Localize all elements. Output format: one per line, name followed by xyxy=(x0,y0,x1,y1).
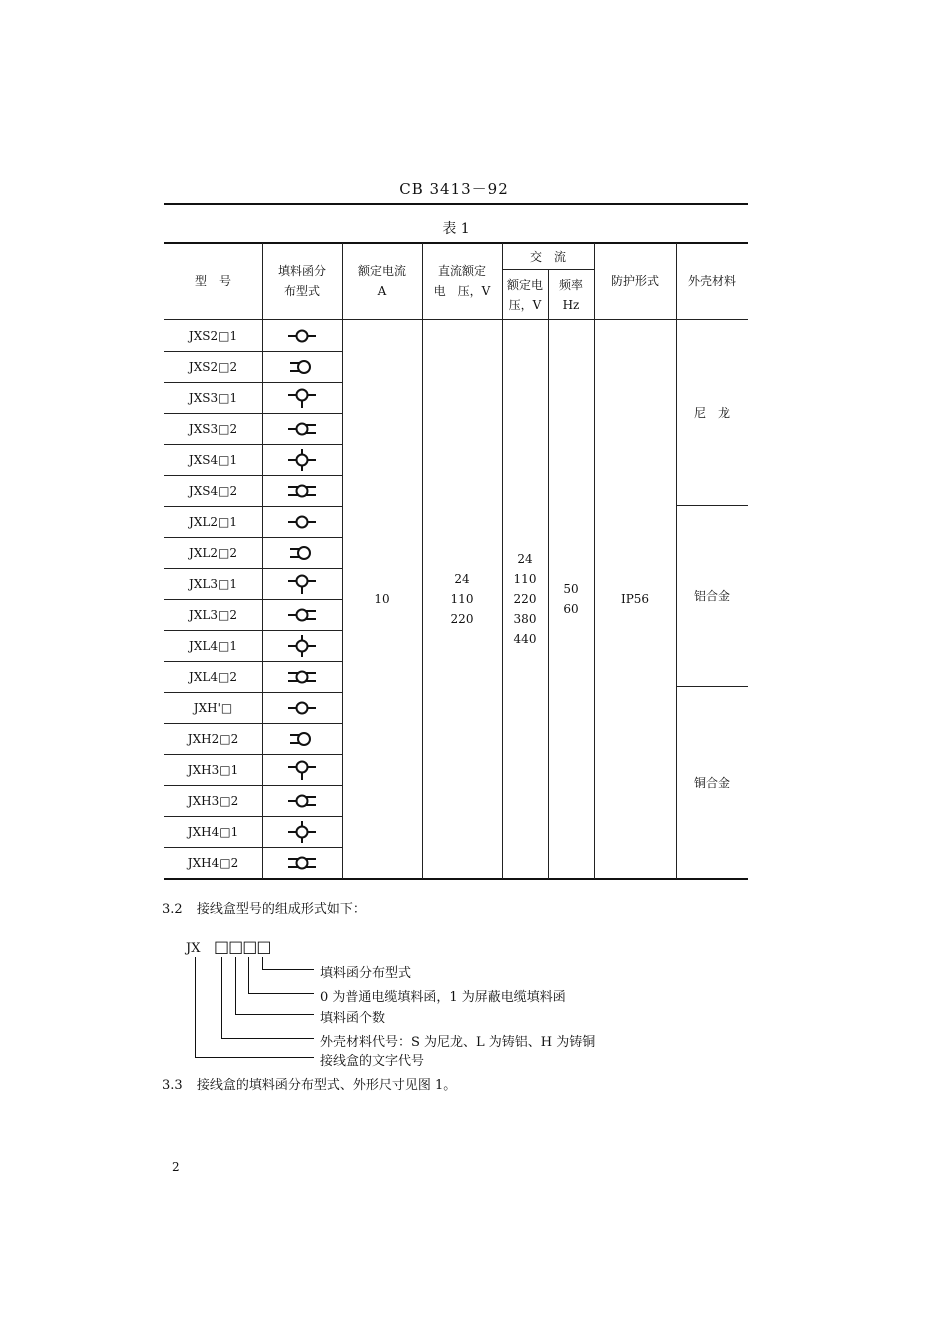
row-separator xyxy=(164,506,342,507)
row-separator xyxy=(164,847,342,848)
header-dc-voltage-line1: 直流额定 xyxy=(437,264,486,278)
material-cell-nylon xyxy=(676,320,748,505)
row-separator xyxy=(164,599,342,600)
document-code: CB 3413－92 xyxy=(399,180,509,198)
ac-voltage-value: 24 xyxy=(517,552,533,566)
row-separator xyxy=(164,537,342,538)
gland-4-straight-icon xyxy=(262,630,342,661)
header-ac-frequency-line1: 频率 xyxy=(558,277,583,292)
header-ac-voltage-line2: 压，V xyxy=(508,297,542,312)
header-dc-voltage-line2: 电 压，V xyxy=(433,284,491,298)
material-value: 铝合金 xyxy=(693,589,730,603)
model-cell: JXS4□1 xyxy=(188,452,238,467)
model-cell: JXS3□1 xyxy=(188,390,238,405)
gland-4-straight-icon xyxy=(262,444,342,475)
model-cell: JXH4□2 xyxy=(187,855,239,870)
header-ac: 交 流 xyxy=(529,249,566,264)
model-code-boxes: □□□□ xyxy=(214,937,271,956)
model-cell: JXH2□2 xyxy=(187,731,239,746)
header-rated-current xyxy=(342,243,422,319)
connector-line xyxy=(235,957,236,1014)
model-cell: JXS3□2 xyxy=(188,421,238,436)
gland-3-straight-icon xyxy=(262,382,342,413)
dc-voltage-value: 110 xyxy=(450,592,474,606)
section-number: 3.3 xyxy=(162,1078,183,1093)
header-rated-current-line1: 额定电流 xyxy=(357,264,406,278)
gland-2-offset-icon xyxy=(262,351,342,382)
gland-3-offset-icon xyxy=(262,599,342,630)
row-separator xyxy=(164,413,342,414)
model-cell: JXL2□2 xyxy=(189,545,237,560)
section-3-3 xyxy=(162,1074,456,1093)
ac-frequency-value: 50 xyxy=(563,582,579,596)
model-cell: JXH3□1 xyxy=(187,762,239,777)
ac-voltage-cell xyxy=(502,320,548,878)
protection-value: IP56 xyxy=(620,592,650,606)
model-cell: JXL2□1 xyxy=(189,514,237,529)
section-number: 3.2 xyxy=(162,902,183,917)
dc-voltage-value: 24 xyxy=(454,572,470,586)
connector-line xyxy=(262,957,263,969)
row-separator xyxy=(164,568,342,569)
model-prefix: JX xyxy=(186,941,201,956)
ac-frequency-value: 60 xyxy=(563,602,579,616)
gland-3-offset-icon xyxy=(262,785,342,816)
header-model: 型 号 xyxy=(194,274,231,288)
connector-line xyxy=(221,957,222,1038)
model-cell: JXS4□2 xyxy=(188,483,238,498)
header-protection: 防护形式 xyxy=(610,274,659,288)
header-gland-layout-line2: 布型式 xyxy=(283,284,320,298)
header-rule xyxy=(164,203,748,205)
header-ac-frequency-unit: Hz xyxy=(562,297,580,312)
connector-line xyxy=(195,957,196,1057)
header-gland-layout xyxy=(262,243,342,319)
connector-line xyxy=(221,1038,314,1039)
connector-line xyxy=(248,957,249,993)
gland-3-straight-icon xyxy=(262,754,342,785)
row-separator xyxy=(164,351,342,352)
gland-4-offset-icon xyxy=(262,847,342,878)
gland-3-offset-icon xyxy=(262,413,342,444)
legend-item: 填料函分布型式 xyxy=(320,966,412,981)
rated-current-value: 10 xyxy=(374,592,390,606)
protection-cell xyxy=(594,320,676,878)
model-cell: JXL4□2 xyxy=(189,669,237,684)
model-cell: JXL3□2 xyxy=(189,607,237,622)
model-cell: JXH4□1 xyxy=(187,824,239,839)
table-bottom-rule xyxy=(164,878,748,880)
material-cell-copper xyxy=(676,687,748,878)
row-separator xyxy=(164,692,342,693)
row-separator xyxy=(164,754,342,755)
row-separator xyxy=(164,444,342,445)
gland-2-offset-icon xyxy=(262,537,342,568)
gland-4-straight-icon xyxy=(262,816,342,847)
row-separator xyxy=(164,723,342,724)
material-value: 铜合金 xyxy=(693,775,730,790)
model-cell: JXS2□1 xyxy=(188,328,238,343)
section-3-2 xyxy=(162,898,366,917)
legend-item: 填料函个数 xyxy=(320,1011,386,1026)
gland-2-straight-icon xyxy=(262,320,342,351)
gland-2-offset-icon xyxy=(262,723,342,754)
header-shell-material: 外壳材料 xyxy=(687,274,736,288)
header-gland-layout-line1: 填料函分 xyxy=(277,264,326,278)
dc-voltage-value: 220 xyxy=(450,612,474,626)
connector-line xyxy=(235,1014,314,1015)
row-separator xyxy=(164,785,342,786)
dc-voltage-cell xyxy=(422,320,502,878)
legend-item: 0 为普通电缆填料函，1 为屏蔽电缆填料函 xyxy=(320,990,566,1005)
gland-4-offset-icon xyxy=(262,661,342,692)
gland-2-straight-icon xyxy=(262,506,342,537)
gland-3-straight-icon xyxy=(262,568,342,599)
ac-frequency-cell xyxy=(548,320,594,878)
ac-voltage-value: 440 xyxy=(513,632,537,646)
header-dc-voltage xyxy=(422,243,502,319)
section-text: 接线盒型号的组成形式如下： xyxy=(196,902,366,917)
model-cell: JXH3□2 xyxy=(187,793,239,808)
model-cell: JXL4□1 xyxy=(189,638,237,653)
ac-voltage-value: 220 xyxy=(513,592,537,606)
legend-item: 外壳材料代号：S 为尼龙、L 为铸铝、H 为铸铜 xyxy=(320,1035,596,1050)
legend-item: 接线盒的文字代号 xyxy=(320,1054,425,1069)
rated-current-cell xyxy=(342,320,422,878)
model-cell: JXL3□1 xyxy=(189,576,237,591)
ac-voltage-value: 380 xyxy=(513,612,537,626)
ac-voltage-value: 110 xyxy=(513,572,537,586)
model-cell: JXH'□ xyxy=(193,700,233,715)
connector-line xyxy=(262,969,314,970)
header-ac-voltage-line1: 额定电 xyxy=(506,277,543,292)
connector-line xyxy=(195,1057,314,1058)
gland-2-straight-icon xyxy=(262,692,342,723)
material-cell-aluminum xyxy=(676,506,748,686)
page-number: 2 xyxy=(172,1160,180,1174)
row-separator xyxy=(164,816,342,817)
gland-4-offset-icon xyxy=(262,475,342,506)
row-separator xyxy=(164,475,342,476)
table-title: 表 1 xyxy=(442,221,470,237)
row-separator xyxy=(164,630,342,631)
header-ac-voltage xyxy=(502,270,548,319)
header-ac-frequency xyxy=(548,270,594,319)
connector-line xyxy=(248,993,314,994)
section-text: 接线盒的填料函分布型式、外形尺寸见图 1。 xyxy=(196,1078,457,1093)
row-separator xyxy=(164,661,342,662)
material-value: 尼 龙 xyxy=(693,405,730,420)
model-cell: JXS2□2 xyxy=(188,359,238,374)
row-separator xyxy=(164,382,342,383)
header-rated-current-unit: A xyxy=(377,284,387,298)
